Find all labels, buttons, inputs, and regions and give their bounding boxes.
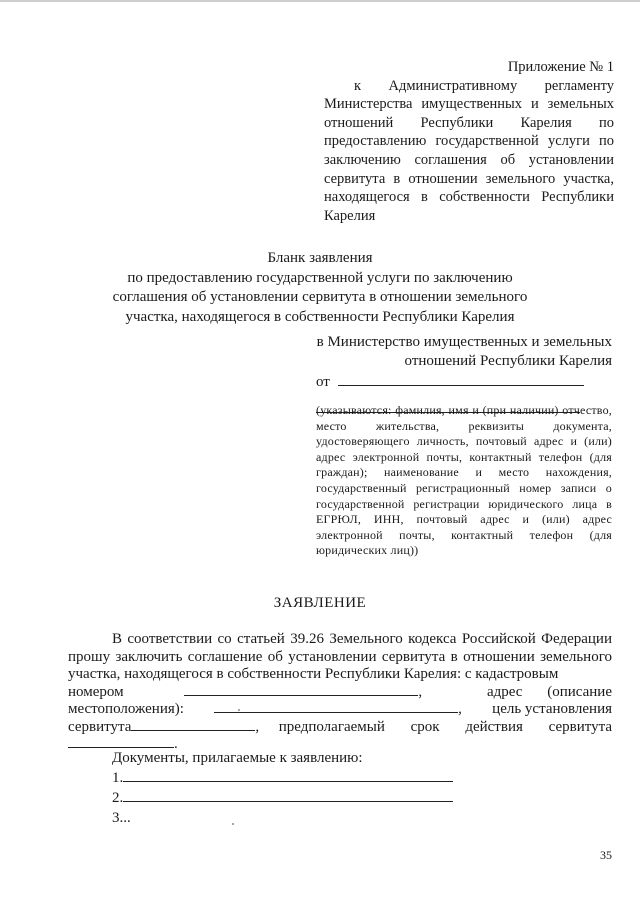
from-row xyxy=(316,373,612,392)
form-title-line3: соглашения об установлении сервитута в отношении земельного xyxy=(112,289,528,305)
from-field[interactable] xyxy=(338,385,584,386)
documents-block xyxy=(112,748,512,828)
document-field-1[interactable] xyxy=(123,781,453,782)
scan-speck xyxy=(232,823,234,825)
document-item: 1. xyxy=(112,768,512,788)
servitude-row: сервитута , предполагаемый срок действия сервитута xyxy=(68,718,612,735)
document-item: 3... xyxy=(112,810,131,826)
appendix-block xyxy=(324,58,614,225)
term-end-mark: . xyxy=(174,736,178,752)
form-title-line4: участка, находящегося в собственности Республики Карелия xyxy=(125,308,515,325)
form-title-line2: по предоставлению государственной услуги по заключению xyxy=(127,269,513,286)
statement-para1: В соответствии со статьей 39.26 Земельного кодекса Российской Федерации прошу заключить соглашение об установлении сервитута в отношении земельного участка, находящегося в собственности Республики Карелия: с кадастровым xyxy=(68,631,612,682)
applicant-details-note: (указываются: фамилия, имя и (при наличии) отчество, место жительства, реквизиты документа, удостоверяющего личность, почтовый адрес и (или) адрес электронной почты, контактный телефон (для граждан); наименование и место нахождения, государственный регистрационный номер записи о государственной регистрации юридического лица в ЕГРЮЛ, ИНН, почтовый адрес и (или) адрес электронной почты, контактный телефон (для юридических лиц)) xyxy=(316,403,612,558)
from-label: от xyxy=(316,374,330,390)
appendix-body: к Административному регламенту Министерства имущественных и земельных отношений Республики Карелия по предоставлению государственной услуги по заключению соглашения об установлении сервитута в отношении земельного участка, находящегося в собственности Республики Карелия xyxy=(324,77,614,224)
location-label: местоположения): xyxy=(68,701,184,717)
addressee-block xyxy=(316,333,612,413)
statement-body xyxy=(68,631,612,754)
cadastral-number-field[interactable] xyxy=(184,695,418,696)
term-label: предполагаемый срок действия сервитута xyxy=(278,718,612,735)
location-row: местоположения): , цель установления xyxy=(68,701,612,717)
documents-label: Документы, прилагаемые к заявлению: xyxy=(112,750,363,766)
document-item: 2. xyxy=(112,788,512,808)
form-title xyxy=(0,249,640,327)
number-label: номером xyxy=(68,683,124,700)
description-label: (описание xyxy=(547,683,612,700)
location-field[interactable] xyxy=(214,712,458,713)
form-title-line1: Бланк заявления xyxy=(267,250,373,266)
scan-top-edge xyxy=(0,0,640,2)
page-number: 35 xyxy=(600,848,612,862)
addressee-line1: в Министерство имущественных и земельных xyxy=(316,334,612,350)
address-label: адрес xyxy=(486,683,523,700)
cadastral-row: номером , адрес (описание xyxy=(68,683,612,700)
purpose-field[interactable] xyxy=(131,730,255,731)
addressee-line2: отношений Республики Карелия xyxy=(404,353,612,369)
purpose-label: цель установления xyxy=(492,701,612,717)
scan-speck xyxy=(238,709,240,711)
document-field-2[interactable] xyxy=(123,801,453,802)
appendix-title: Приложение № 1 xyxy=(507,59,614,75)
servitude-label: сервитута xyxy=(68,718,132,735)
statement-heading: ЗАЯВЛЕНИЕ xyxy=(273,595,367,611)
